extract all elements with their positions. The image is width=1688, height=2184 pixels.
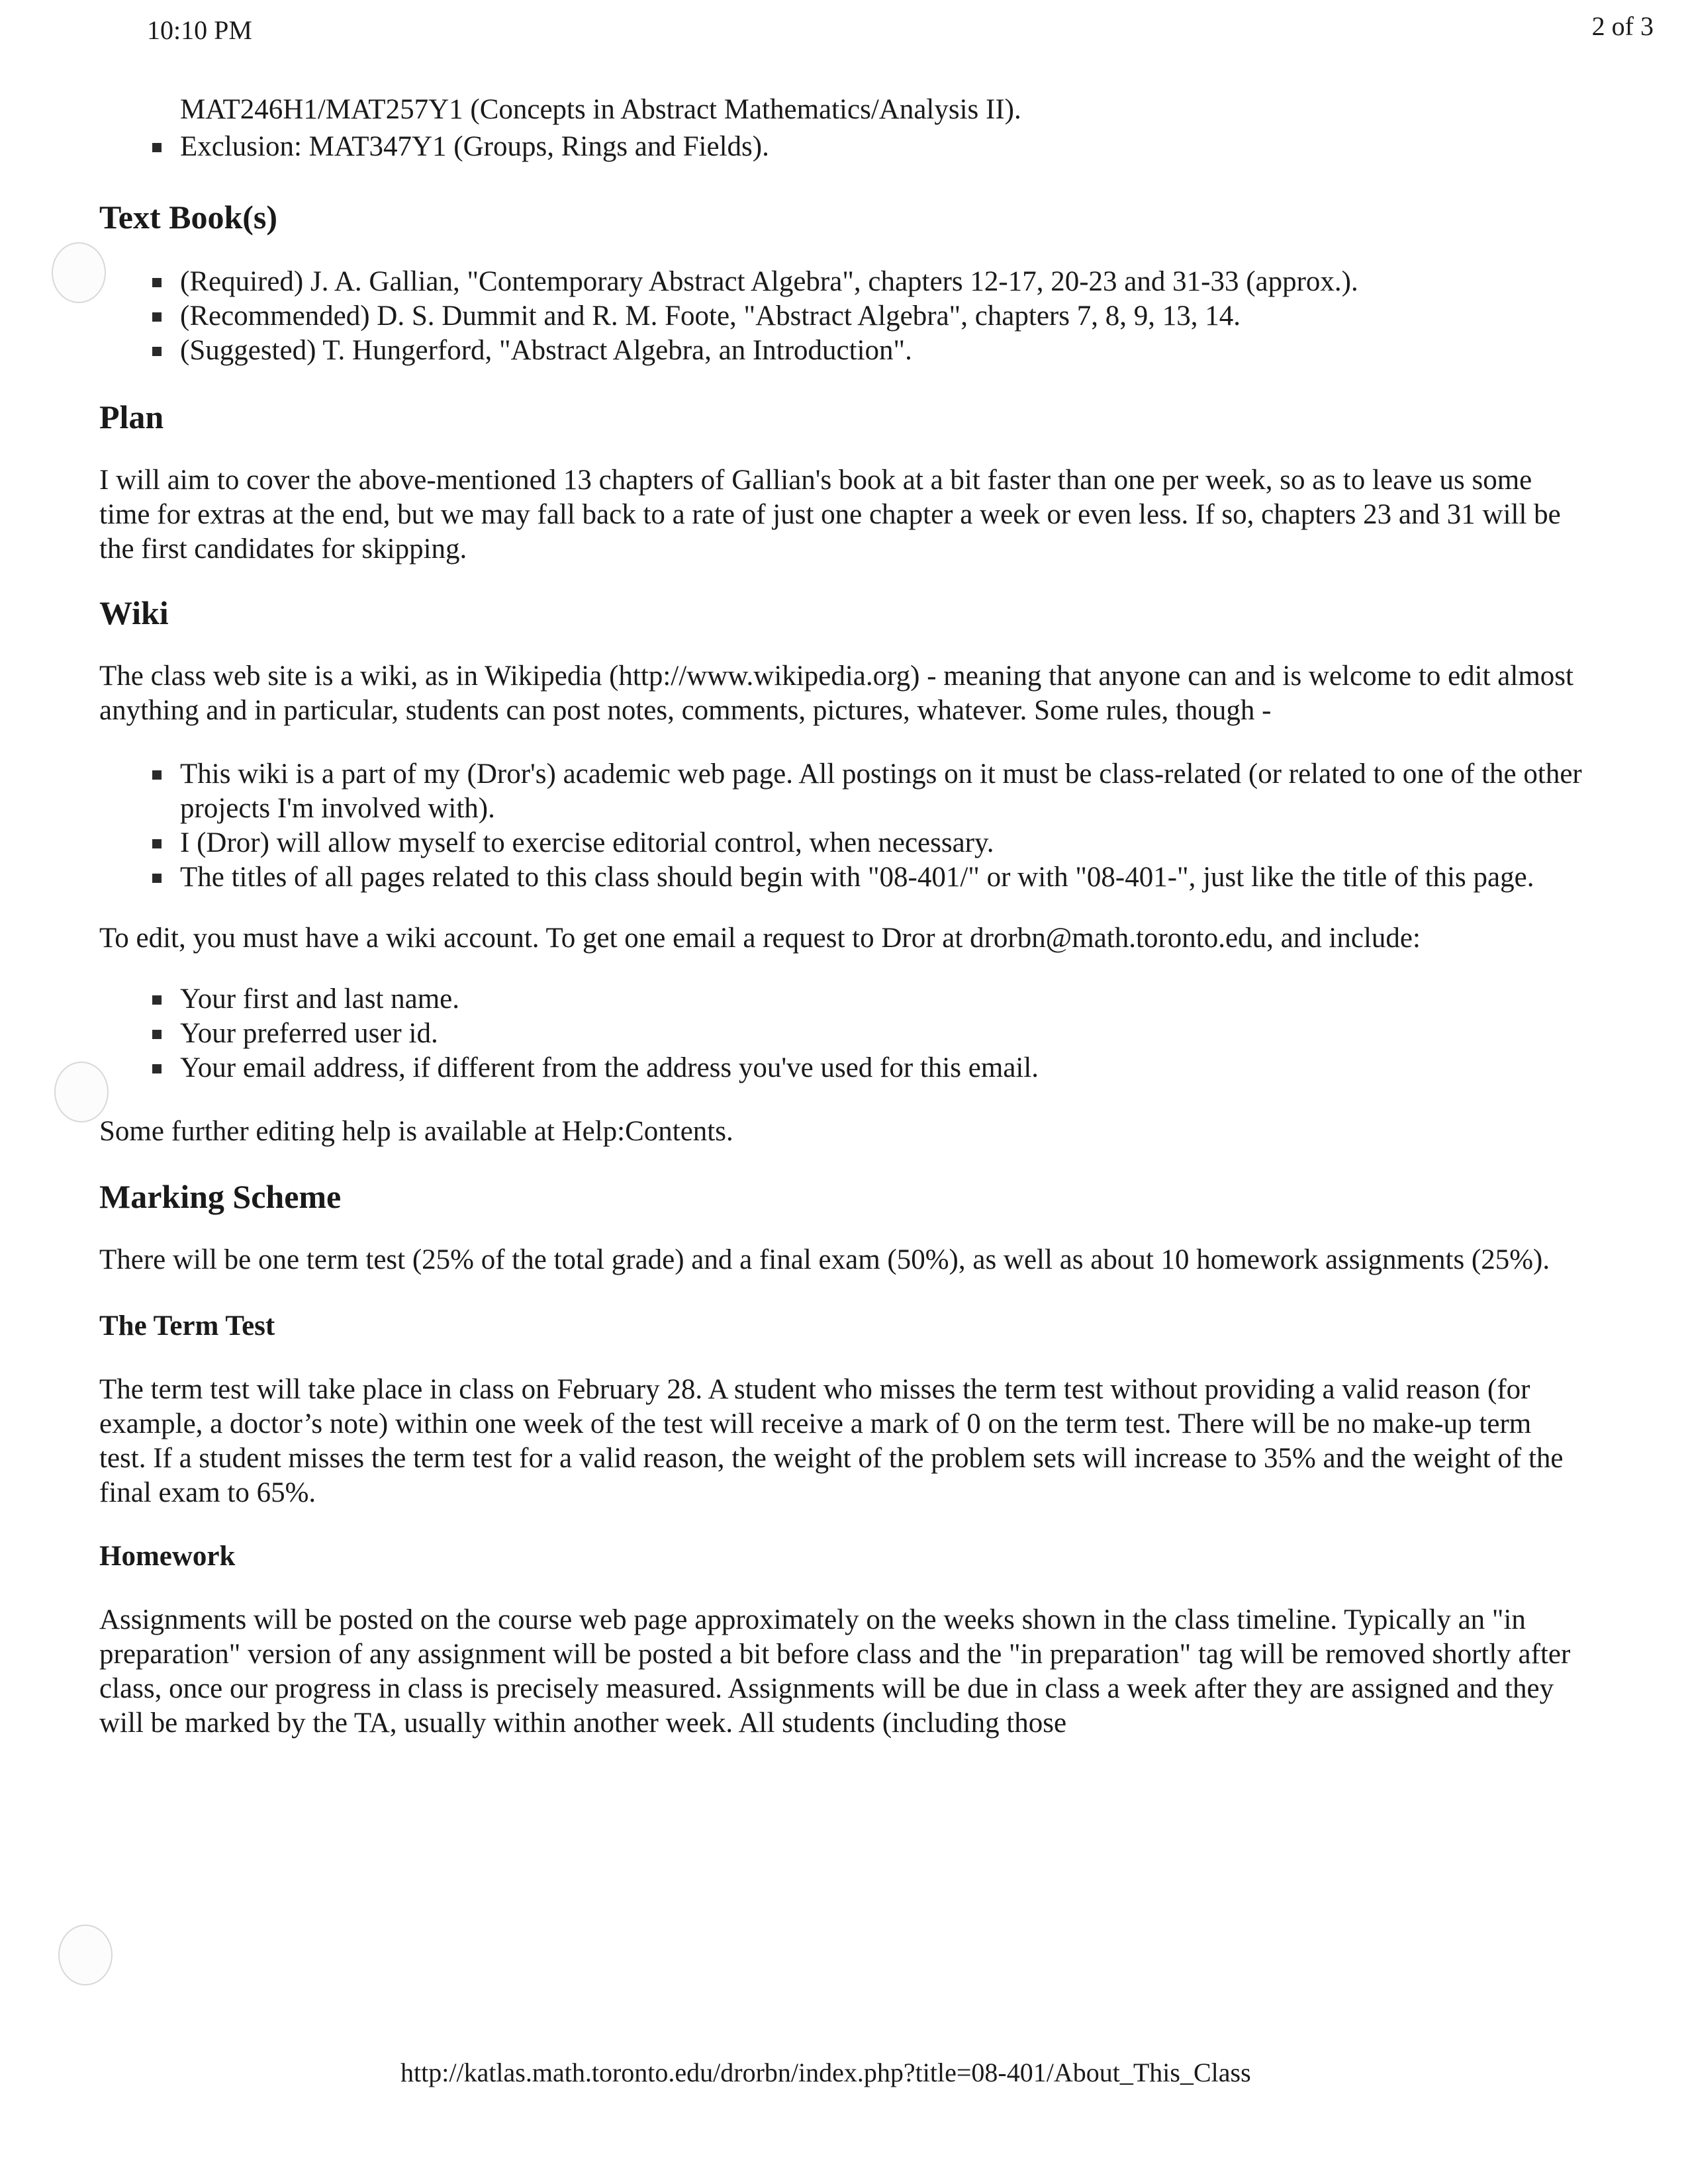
wiki-help-text: Some further editing help is available at Help:Contents.	[99, 1116, 733, 1147]
textbook-item: (Suggested) T. Hungerford, "Abstract Algebra, an Introduction".	[180, 334, 1582, 368]
textbooks-heading: Text Book(s)	[99, 199, 278, 236]
marking-heading: Marking Scheme	[99, 1178, 342, 1215]
bullet-icon	[152, 995, 162, 1005]
bullet-icon	[152, 347, 162, 356]
footer-url: http://katlas.math.toronto.edu/drorbn/index.php?title=08-401/About_This_Class	[400, 2058, 1251, 2087]
wiki-account-item: Your first and last name.	[180, 982, 1582, 1017]
bullet-icon	[152, 874, 162, 883]
punch-hole-top	[52, 242, 106, 303]
page-number: 2 of 3	[1591, 11, 1654, 41]
wiki-heading: Wiki	[99, 594, 169, 631]
textbook-item: (Recommended) D. S. Dummit and R. M. Foote, "Abstract Algebra", chapters 7, 8, 9, 13, 14.	[180, 299, 1582, 334]
bullet-icon	[152, 1064, 162, 1073]
wiki-rule-item: This wiki is a part of my (Dror's) academic web page. All postings on it must be class-related (or related to one of the other projects I'm involved with).	[180, 757, 1582, 826]
homework-text: Assignments will be posted on the course web page approximately on the weeks shown in the class timeline. Typically an "in preparation" version of any assignment will be posted a bit before class and the "in preparation" tag will be removed shortly after class, once our progress in class is precisely measured. Assignments will be due in class a week after they are assigned and they will be marked by the TA, usually within another week. All students (including those	[99, 1604, 1571, 1739]
wiki-intro: The class web site is a wiki, as in Wikipedia (http://www.wikipedia.org) - meaning that anyone can and is welcome to edit almost anything and in particular, students can post notes, comments, pictures, whatever. Some rules, though -	[99, 660, 1573, 726]
print-time: 10:10 PM	[147, 15, 252, 45]
wiki-rule-item: The titles of all pages related to this class should begin with "08-401/" or with "08-401-", just like the title of this page.	[180, 860, 1582, 895]
wiki-rule-item: I (Dror) will allow myself to exercise editorial control, when necessary.	[180, 826, 1582, 860]
bullet-icon	[152, 143, 162, 152]
marking-text: There will be one term test (25% of the total grade) and a final exam (50%), as well as about 10 homework assignments (25%).	[99, 1244, 1550, 1275]
wiki-account-text: To edit, you must have a wiki account. To get one email a request to Dror at drorbn@math.toronto.edu, and include:	[99, 923, 1421, 954]
homework-heading: Homework	[99, 1541, 236, 1572]
bullet-icon	[152, 312, 162, 322]
plan-text: I will aim to cover the above-mentioned 13 chapters of Gallian's book at a bit faster than one per week, so as to leave us some time for extras at the end, but we may fall back to a rate of just one chapter a week or even less. If so, chapters 23 and 31 will be the first candidates for skipping.	[99, 465, 1561, 565]
bullet-icon	[152, 1030, 162, 1039]
bullet-icon	[152, 278, 162, 287]
term-test-text: The term test will take place in class on February 28. A student who misses the term test without providing a valid reason (for example, a doctor’s note) within one week of the test will receive a mark of 0 on the term test. There will be no make-up term test. If a student misses the term test for a valid reason, the weight of the problem sets will increase to 35% and the weight of the final exam to 65%.	[99, 1374, 1564, 1508]
exclusion-item: Exclusion: MAT347Y1 (Groups, Rings and Fields).	[180, 130, 1582, 164]
wiki-rules-list	[99, 757, 1582, 895]
plan-heading: Plan	[99, 398, 164, 435]
textbook-item: (Required) J. A. Gallian, "Contemporary Abstract Algebra", chapters 12-17, 20-23 and 31-33 (approx.).	[180, 265, 1582, 299]
prereq-continuation	[180, 93, 1582, 127]
term-test-heading: The Term Test	[99, 1310, 275, 1342]
prereq-list	[99, 93, 1582, 164]
wiki-account-item: Your preferred user id.	[180, 1017, 1582, 1051]
page-content	[99, 52, 1582, 1741]
punch-hole-bottom	[58, 1925, 113, 1985]
prereq-line: MAT246H1/MAT257Y1 (Concepts in Abstract Mathematics/Analysis II).	[180, 94, 1021, 125]
bullet-icon	[152, 839, 162, 848]
wiki-account-list	[99, 982, 1582, 1085]
bullet-icon	[152, 770, 162, 780]
wiki-account-item: Your email address, if different from the address you've used for this email.	[180, 1051, 1582, 1085]
textbooks-list	[99, 265, 1582, 368]
